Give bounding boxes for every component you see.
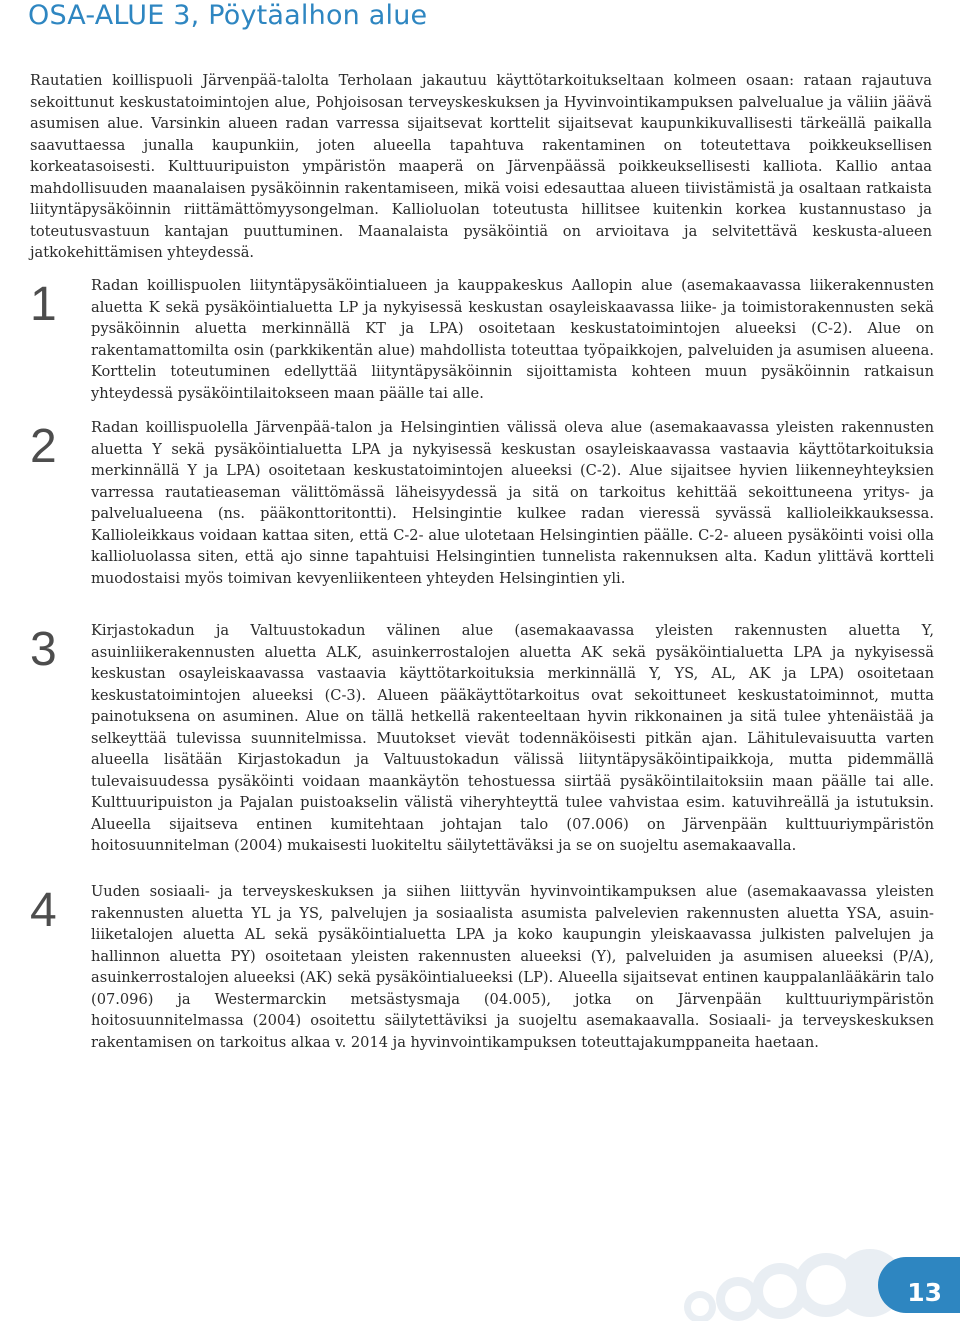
section-text: Uuden sosiaali- ja terveyskeskuksen ja siihen liittyvän hyvinvointikampuksen alue (asemakaavassa yleisten rakennusten aluetta YL ja YS, palvelujen ja sosiaalista asumista palvelevien rakennusten aluetta YSA, asuin- liiketalojen aluetta AL sekä pysäköintialuetta LPA ja koko kaupungin yleiskaavassa julkisten palvelujen ja hallinnon aluetta PY) osoitetaan yleisten rakennusten alueeksi (Y), palveluiden ja asumisen alueeksi (P/A), asuinkerrostalojen alueeksi (AK) sekä pysäköintialueeksi (LP). Alueella sijaitsevat entinen kauppalanlääkärin talo (07.096) ja Westermarckin metsästysmaja (04.005), jotka on Järvenpään kulttuuriympäristön hoitosuunnitelmassa (2004) osoitettu säilytettäviksi ja suojeltu asemakaavalla. Sosiaali- ja terveyskeskuksen rakentamisen on tarkoitus alkaa v. 2014 ja hyvinvointikampuksen toteuttajakumppaneita haetaan.: [91, 883, 934, 1051]
section-text: Kirjastokadun ja Valtuustokadun välinen alue (asemakaavassa yleisten rakennusten aluetta Y, asuinliikerakennusten aluetta ALK, asuinkerrostalojen aluetta AK sekä pysäköintialuetta LPA ja nykyisessä keskustan osayleiskaavassa vastaavia käyttötarkoituksia merkinnällä Y, YS, AL, AK ja LPA) osoitetaan keskustatoimintojen alueeksi (C-3). Alueen pääkäyttötarkoitus ovat sekoittuneet keskustatoiminnot, mutta painotuksena on asuminen. Alue on tällä hetkellä rakenteeltaan hyvin rikkonainen ja sitä tulee yhtenäistää ja selkeyttää tulevissa suunnitelmissa. Muutokset vievät todennäköisesti pitkän ajan. Lähitulevaisuutta varten alueella lisätään Kirjastokadun ja Valtuustokadun välissä liityntäpysäköintipaikkoja, mutta pidemmällä tulevaisuudessa pysäköinti voidaan maankäytön tehostuessa siirtää pysäköintilaitoksiin maan päälle tai alle. Kulttuuripuiston ja Pajalan puistoakselin välistä viheryhteyttä tulee vahvistaa esim. katuvihreällä ja istutuksin. Alueella sijaitseva entinen kumitehtaan johtajan talo (07.006) on Järvenpään kulttuuriympäristön hoitosuunnitelman (2004) mukaisesti luokiteltu säilytettäväksi ja se on suojeltu asemakaavalla.: [91, 622, 934, 854]
section-text: Radan koillispuolen liityntäpysäköintialueen ja kauppakeskus Aallopin alue (asemakaavassa liikerakennusten aluetta K sekä pysäköintialuetta LP ja nykyisessä keskustan osayleiskaavassa liike- ja toimistorakennusten sekä pysäköinnin aluetta merkinnällä KT ja LPA) osoitetaan keskustatoimintojen alueeksi (C-2). Alue on rakentamattomilta osin (parkkikentän alue) mahdollista toteuttaa työpaikkojen, palveluiden ja asumisen alueena. Korttelin toteutuminen edellyttää liityntäpysäköinnin sijoittamista kohteen muun pysäköinnin ratkaisun yhteydessä pysäköintilaitokseen maan päälle tai alle.: [91, 277, 934, 402]
section-number: 2: [30, 420, 57, 473]
section-number: 1: [30, 278, 57, 331]
page-number: 13: [907, 1278, 942, 1307]
section-number: 3: [30, 623, 57, 676]
section-3: [28, 620, 934, 857]
section-1: [28, 275, 934, 404]
intro-paragraph: Rautatien koillispuoli Järvenpää-talolta Terholaan jakautuu käyttötarkoitukseltaan kolmeen osaan: rataan rajautuva sekoittunut keskustatoimintojen alue, Pohjoisosan terveyskeskuksen ja Hyvinvointikampuksen palvelualue ja väliin jäävä asumisen alue. Varsinkin alueen radan varressa sijaitsevat korttelit sijaitsevat kaupunkikuvallisesti tärkeällä paikalla saavuttaessa junalla kaupunkiin, joten alueella tapahtuva rakentaminen on toteutettava poikkeuksellisen korkeatasoisesti. Kulttuuripuiston ympäristön maaperä on Järvenpäässä poikkeuksellisesti kalliota. Kallio antaa mahdollisuuden maanalaisen pysäköinnin rakentamiseen, mikä voisi edesauttaa alueen tiivistämistä ja osaltaan ratkaista liityntäpysäköinnin riittämättömyysongelman. Kallioluolan toteutusta hillitsee kuitenkin korkea kustannustaso ja toteutusvastuun kantajan puuttuminen. Maanalaista pysäköintiä on arvioitava ja selvitettävä keskusta-alueen jatkokehittämisen yhteydessä.: [30, 72, 932, 261]
section-number: 4: [30, 884, 57, 937]
page-heading: OSA-ALUE 3, Pöytäalhon alue: [28, 0, 428, 31]
section-text: Radan koillispuolella Järvenpää-talon ja Helsingintien välissä oleva alue (asemakaavassa yleisten rakennusten aluetta Y sekä pysäköintialuetta LPA ja nykyisessä keskustan osayleiskaavassa vastaavia käyttötarkoituksia merkinnällä Y ja LPA) osoitetaan keskustatoimintojen alueeksi (C-2). Alue sijaitsee hyvien liikenneyhteyksien varressa rautatieaseman välittömässä läheisyydessä ja sitä on tarkoitus kehittää sekoittuneena yritys- ja palvelualueena (ns. pääkonttoritontti). Helsingintie kulkee radan vieressä syvässä kallioleikkauksessa. Kallioleikkaus voidaan kattaa siten, että C-2- alue ulotetaan Helsingintien päälle. C-2- alueen pysäköinti voisi olla kallioluolassa siten, että ajo sinne tapahtuisi Helsingintien tunnelista rakennuksen alta. Kadun ylittävä kortteli muodostaisi myös toimivan kevyenliikenteen yhteyden Helsingintien yli.: [91, 419, 934, 587]
section-2: [28, 417, 934, 589]
section-4: [28, 881, 934, 1053]
